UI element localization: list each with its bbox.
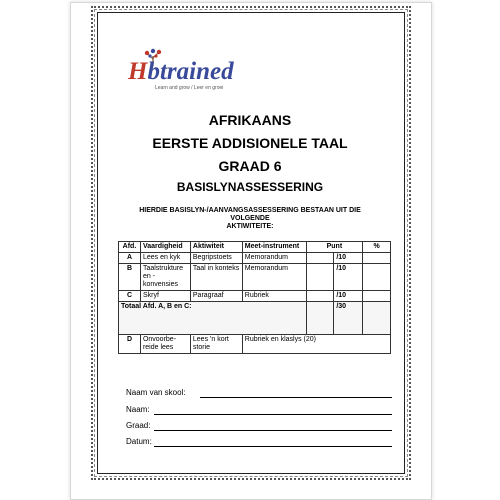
hbtrained-logo xyxy=(128,58,243,94)
school-name-label: Naam van skool: xyxy=(126,388,186,397)
intro-line-2: VOLGENDE xyxy=(230,215,270,222)
logo-letter-h: H xyxy=(128,58,148,85)
grade-title: GRAAD 6 xyxy=(218,158,282,174)
row-section: D xyxy=(119,335,141,354)
total-mark-blank xyxy=(306,302,334,335)
total-label: Totaal Afd. A, B en C: xyxy=(119,302,307,335)
name-line[interactable] xyxy=(154,414,392,415)
row-section: A xyxy=(119,253,141,264)
logo-tagline: Learn and grow / Leer en groei xyxy=(155,85,224,91)
table-row xyxy=(119,335,391,354)
intro-line-3: AKTIWITEITE: xyxy=(226,223,274,230)
header-section: Afd. xyxy=(119,242,141,253)
row-skill: Taalstrukture en - konvensies xyxy=(140,264,190,291)
row-activity: Paragraaf xyxy=(190,291,242,302)
grade-field[interactable] xyxy=(126,421,150,430)
row-percent xyxy=(363,264,391,291)
row-mark: /10 xyxy=(334,291,363,302)
school-name-line[interactable] xyxy=(200,397,392,398)
intro-text xyxy=(130,207,370,231)
header-skill: Vaardigheid xyxy=(140,242,190,253)
row-instrument: Memorandum xyxy=(242,264,306,291)
intro-line-1: HIERDIE BASISLYN-/AANVANGSASSESSERING BESTAAN UIT DIE xyxy=(139,207,361,214)
name-field[interactable] xyxy=(126,405,150,414)
date-line[interactable] xyxy=(154,446,392,447)
row-skill: Skryf xyxy=(140,291,190,302)
table-header-row xyxy=(119,242,391,253)
total-row xyxy=(119,302,391,335)
subject-title: AFRIKAANS xyxy=(208,112,292,128)
row-activity: Taal in konteks xyxy=(190,264,242,291)
header-mark: Punt xyxy=(306,242,363,253)
school-name-field[interactable] xyxy=(126,388,186,397)
grade-label: Graad: xyxy=(126,421,151,430)
header-activity: Aktiwiteit xyxy=(190,242,242,253)
row-mark: /10 xyxy=(334,264,363,291)
row-mark-blank xyxy=(306,264,334,291)
header-instrument: Meet-instrument xyxy=(242,242,306,253)
language-title: EERSTE ADDISIONELE TAAL xyxy=(152,135,348,151)
total-percent xyxy=(363,302,391,335)
row-skill: Onvoorbe-reide lees xyxy=(140,335,190,354)
table-row xyxy=(119,291,391,302)
activities-table xyxy=(118,241,391,354)
row-skill: Lees en kyk xyxy=(140,253,190,264)
name-label: Naam: xyxy=(126,405,150,414)
date-label: Datum: xyxy=(126,437,152,446)
row-instrument: Rubriek xyxy=(242,291,306,302)
row-instrument: Memorandum xyxy=(242,253,306,264)
table-row xyxy=(119,264,391,291)
row-mark: /10 xyxy=(334,253,363,264)
row-section: C xyxy=(119,291,141,302)
logo-wordmark: btrained xyxy=(147,58,234,85)
assessment-title: BASISLYNASSESSERING xyxy=(176,180,324,194)
total-mark: /30 xyxy=(334,302,363,335)
row-section: B xyxy=(119,264,141,291)
row-percent xyxy=(363,253,391,264)
row-percent xyxy=(363,291,391,302)
row-mark-blank xyxy=(306,253,334,264)
table-row xyxy=(119,253,391,264)
row-mark-blank xyxy=(306,291,334,302)
grade-line[interactable] xyxy=(154,430,392,431)
row-instrument: Rubriek en klaslys (20) xyxy=(242,335,390,354)
header-percent: % xyxy=(363,242,391,253)
date-field[interactable] xyxy=(126,437,152,446)
row-activity: Lees 'n kort storie xyxy=(190,335,242,354)
row-activity: Begripstoets xyxy=(190,253,242,264)
